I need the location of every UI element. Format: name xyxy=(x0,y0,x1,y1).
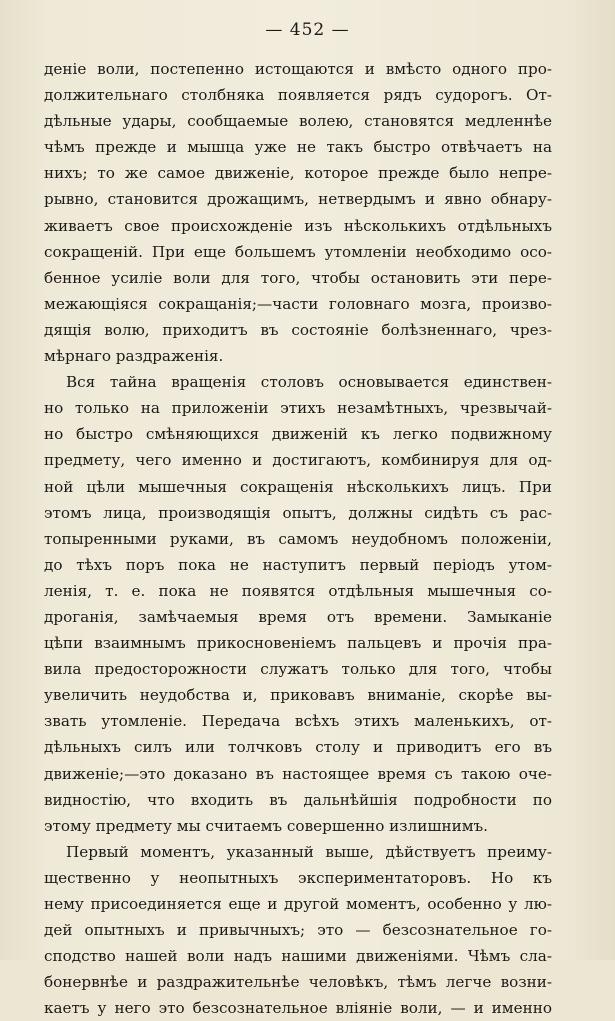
page-number: — 452 — xyxy=(265,20,350,40)
text-line: нихъ; то же самое движеніе, которое прежде было непре- xyxy=(44,164,552,183)
text-line: мѣрнаго раздраженія. xyxy=(44,347,224,366)
text-line: бонервнѣе и раздражительнѣе человѣкъ, тѣмъ легче возни- xyxy=(44,973,552,992)
text-line: чѣмъ прежде и мышца уже не такъ быстро отвѣчаетъ на xyxy=(44,138,552,157)
text-line: этому предмету мы считаемъ совершенно излишнимъ. xyxy=(44,816,489,835)
text-line: деніе воли, постепенно истощаются и вмѣсто одного про- xyxy=(44,60,552,78)
paragraph-3 xyxy=(44,839,552,1021)
text-line: сподство нашей воли надъ нашими движеніями. Чѣмъ сла- xyxy=(44,947,552,966)
text-line: ленія, т. е. пока не появятся отдѣльныя мышечныя со- xyxy=(44,581,552,600)
text-line: нему присоединяется еще и другой моментъ, особенно у лю- xyxy=(44,895,552,913)
text-line: но быстро смѣняющихся движеній къ легко подвижному xyxy=(44,425,552,444)
text-line: бенное усиліе воли для того, чтобы остановить эти пере- xyxy=(44,268,552,287)
paragraph-1 xyxy=(44,56,552,369)
text-line: дѣльные удары, сообщаемые волею, становятся медленнѣе xyxy=(44,112,552,131)
text-line: дящія волю, приходитъ въ состояніе болѣзненнаго, чрез- xyxy=(44,320,552,339)
text-line: топыренными руками, въ самомъ неудобномъ положеніи, xyxy=(44,529,552,548)
text-line: каетъ у него это безсознательное вліяніе воли, — и именно xyxy=(44,999,552,1018)
text-line: цѣпи взаимнымъ прикосновеніемъ пальцевъ и прочія пра- xyxy=(44,634,552,653)
text-line: вила предосторожности служатъ только для того, чтобы xyxy=(44,660,552,679)
text-line: ной цѣли мышечныя сокращенія нѣсколькихъ лицъ. При xyxy=(44,477,552,496)
text-line: рывно, становится дрожащимъ, нетвердымъ и явно обнару- xyxy=(44,190,552,209)
text-line: Первый моментъ, указанный выше, дѣйствуетъ преиму- xyxy=(66,842,552,861)
text-line: сокращеній. При еще большемъ утомленіи необходимо осо- xyxy=(44,242,552,261)
text-line: межающіяся сокращанія;—части головнаго мозга, произво- xyxy=(44,294,552,313)
body-text xyxy=(44,56,552,1021)
text-line: до тѣхъ поръ пока не наступитъ первый періодъ утом- xyxy=(44,555,552,574)
text-line: но только на приложеніи этихъ незамѣтныхъ, чрезвычай- xyxy=(44,399,552,418)
text-line: Вся тайна вращенія столовъ основывается единствен- xyxy=(66,373,552,392)
text-line: дѣльныхъ силъ или толчковъ столу и приводитъ его въ xyxy=(44,738,552,757)
text-line: щественно у неопытныхъ экспериментаторовъ. Но къ xyxy=(44,868,552,887)
text-line: движеніе;—это доказано въ настоящее время съ такою оче- xyxy=(44,764,552,783)
text-line: предмету, чего именно и достигаютъ, комбинируя для од- xyxy=(44,451,552,470)
text-line: видностію, что входить въ дальнѣйшія подробности по xyxy=(44,790,552,809)
text-line: увеличить неудобства и, приковавъ вниманіе, скорѣе вы- xyxy=(44,686,552,705)
text-line: звать утомленіе. Передача всѣхъ этихъ маленькихъ, от- xyxy=(44,712,552,731)
text-line: живаетъ свое происхожденіе изъ нѣсколькихъ отдѣльныхъ xyxy=(44,216,552,235)
text-line: дроганія, замѣчаемыя время отъ времени. Замыканіе xyxy=(44,607,552,626)
text-line: должительнаго столбняка появляется рядъ судорогъ. От- xyxy=(44,86,552,105)
text-line: дей опытныхъ и привычныхъ; это — безсознательное го- xyxy=(44,921,552,940)
paragraph-2 xyxy=(44,369,552,839)
text-line: этомъ лица, производящія опытъ, должны сидѣть съ рас- xyxy=(44,503,552,522)
